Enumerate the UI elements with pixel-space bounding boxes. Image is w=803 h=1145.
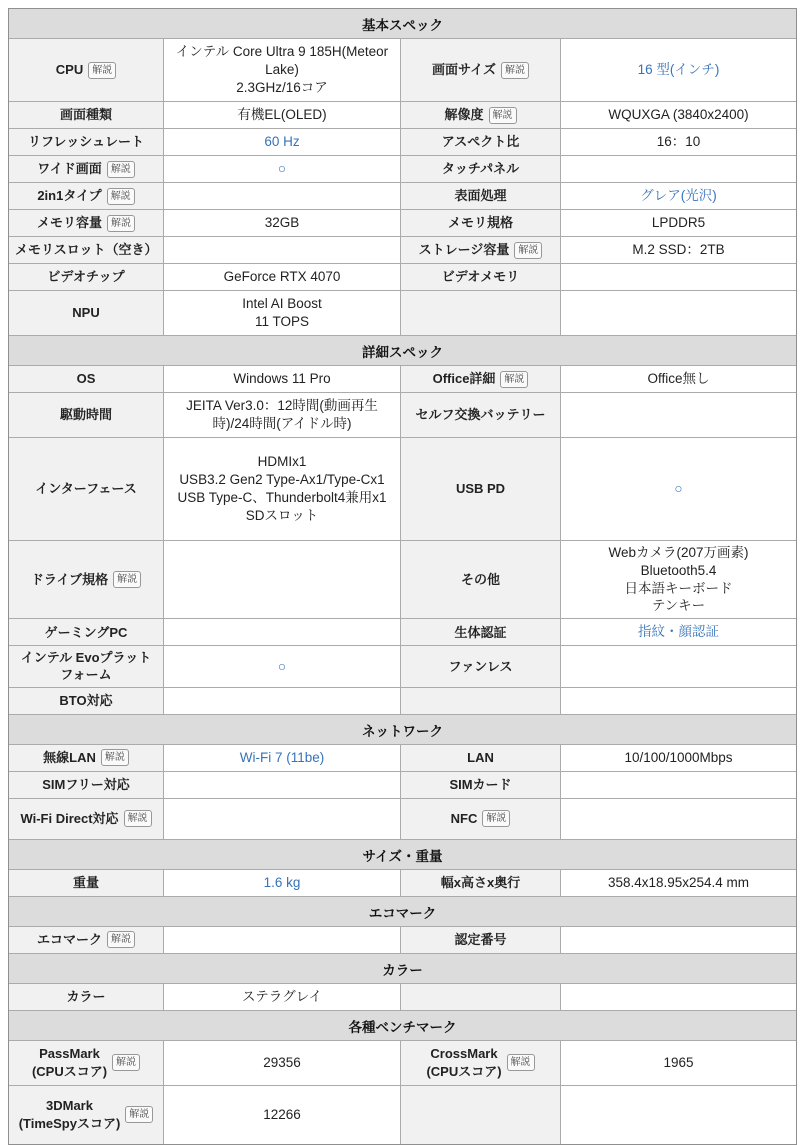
spec-value-text: LPDDR5: [651, 215, 706, 231]
spec-label-cell: [401, 291, 561, 335]
spec-row: [9, 983, 796, 1010]
spec-label-text: タッチパネル: [441, 161, 520, 177]
spec-value-cell: [561, 1086, 796, 1144]
spec-label-cell: [9, 237, 164, 263]
spec-label-cell: [401, 541, 561, 618]
spec-value-cell: [164, 1041, 401, 1085]
spec-label-cell: [401, 619, 561, 645]
kaisetsu-button[interactable]: 解説: [113, 571, 141, 588]
spec-row: [9, 1085, 796, 1144]
spec-value-text: GeForce RTX 4070: [223, 269, 341, 285]
spec-label-text: 画面種類: [59, 107, 112, 123]
spec-row: [9, 392, 796, 437]
spec-value-cell: [561, 772, 796, 798]
spec-value-cell: [561, 264, 796, 290]
spec-row: [9, 128, 796, 155]
spec-label-text: Office詳細: [432, 371, 496, 387]
spec-value-text: Windows 11 Pro: [233, 371, 331, 387]
spec-value-cell: [561, 870, 796, 896]
spec-value-link[interactable]: 指紋・顔認証: [638, 624, 719, 640]
spec-value-cell: [164, 927, 401, 953]
spec-label-text: NFC: [450, 810, 478, 826]
spec-label-cell: [9, 1041, 164, 1085]
section-header-6: [9, 1010, 796, 1040]
spec-label-text: 2in1タイプ: [37, 188, 102, 204]
spec-row: [9, 38, 796, 101]
spec-value-cell: [561, 984, 796, 1010]
spec-label-cell: [401, 393, 561, 437]
spec-label-cell: [9, 438, 164, 540]
spec-label-cell: [401, 39, 561, 101]
spec-label-text: 幅x高さx奥行: [440, 874, 521, 890]
spec-label-cell: [9, 210, 164, 236]
section-header-2: [9, 714, 796, 744]
spec-value-link[interactable]: グレア(光沢): [640, 188, 717, 204]
spec-value-text: 1965: [663, 1054, 694, 1070]
spec-value-text: Intel AI Boost 11 TOPS: [242, 296, 322, 329]
spec-row: [9, 540, 796, 618]
spec-value-cell: [561, 39, 796, 101]
spec-value-cell: [164, 772, 401, 798]
spec-label-cell: [401, 156, 561, 182]
spec-value-cell: [561, 799, 796, 839]
spec-label-cell: [9, 291, 164, 335]
section-header-1: [9, 335, 796, 365]
spec-label-text: リフレッシュレート: [27, 134, 145, 150]
spec-row: [9, 798, 796, 839]
spec-value-cell: [164, 984, 401, 1010]
kaisetsu-button[interactable]: 解説: [88, 62, 116, 79]
spec-value-text: インテル Core Ultra 9 185H(Meteor Lake) 2.3GHz/16コア: [175, 44, 389, 95]
kaisetsu-button[interactable]: 解説: [125, 1106, 153, 1123]
kaisetsu-button[interactable]: 解説: [507, 1054, 535, 1071]
section-title: 基本スペック: [362, 18, 443, 33]
spec-label-text: カラー: [66, 988, 106, 1004]
spec-label-cell: [401, 438, 561, 540]
spec-row: [9, 155, 796, 182]
spec-label-text: LAN: [467, 749, 494, 765]
spec-label-cell: [401, 772, 561, 798]
spec-value-cell: [164, 745, 401, 771]
spec-label-text: USB PD: [455, 481, 506, 497]
spec-value-cell: [164, 264, 401, 290]
kaisetsu-button[interactable]: 解説: [482, 810, 510, 827]
spec-label-cell: [9, 129, 164, 155]
spec-value-cell: [561, 237, 796, 263]
spec-label-text: メモリ容量: [36, 215, 102, 231]
spec-row: [9, 771, 796, 798]
spec-label-text: 画面サイズ: [432, 62, 496, 78]
spec-label-text: ビデオチップ: [47, 269, 125, 285]
section-title: カラー: [382, 962, 423, 978]
spec-value-text: Office無し: [647, 371, 710, 387]
spec-row: [9, 290, 796, 335]
spec-value-link[interactable]: 1.6 kg: [263, 874, 301, 890]
spec-label-text: 駆動時間: [59, 407, 112, 423]
spec-label-cell: [9, 772, 164, 798]
spec-value-cell: [561, 210, 796, 236]
spec-row: [9, 926, 796, 953]
spec-value-link[interactable]: 16 型(インチ): [637, 62, 720, 78]
spec-label-cell: [401, 129, 561, 155]
kaisetsu-button[interactable]: 解説: [107, 215, 135, 232]
spec-row: [9, 182, 796, 209]
spec-label-cell: [9, 870, 164, 896]
spec-label-cell: [401, 1041, 561, 1085]
section-title: エコマーク: [368, 905, 437, 921]
spec-label-cell: [9, 264, 164, 290]
spec-label-cell: [401, 745, 561, 771]
spec-label-text: CrossMark (CPUスコア): [426, 1046, 502, 1079]
kaisetsu-button[interactable]: 解説: [107, 161, 135, 178]
spec-label-cell: [401, 210, 561, 236]
spec-value-text: 358.4x18.95x254.4 mm: [607, 874, 750, 890]
spec-value-cell: [561, 291, 796, 335]
spec-label-text: BTO対応: [59, 692, 113, 708]
kaisetsu-button[interactable]: 解説: [107, 188, 135, 205]
spec-label-cell: [9, 619, 164, 645]
spec-value-cell: [561, 646, 796, 686]
spec-value-cell: [164, 393, 401, 437]
spec-value-cell: [561, 619, 796, 645]
spec-value-cell: [164, 541, 401, 618]
spec-label-text: OS: [76, 371, 96, 387]
spec-label-cell: [9, 688, 164, 714]
spec-row: [9, 209, 796, 236]
spec-label-text: 認定番号: [454, 931, 507, 947]
spec-value-link[interactable]: 60 Hz: [264, 134, 300, 150]
spec-label-cell: [401, 102, 561, 128]
section-header-0: [9, 9, 796, 38]
spec-value-cell: [164, 799, 401, 839]
spec-value-cell: [164, 291, 401, 335]
spec-row: [9, 437, 796, 540]
spec-label-text: 重量: [72, 874, 99, 890]
spec-label-text: 表面処理: [454, 188, 507, 204]
spec-label-cell: [401, 366, 561, 392]
spec-row: [9, 744, 796, 771]
spec-label-cell: [401, 984, 561, 1010]
spec-label-cell: [9, 745, 164, 771]
kaisetsu-button[interactable]: 解説: [500, 371, 528, 388]
spec-label-text: SIMフリー対応: [42, 776, 130, 792]
spec-value-cell: [561, 688, 796, 714]
spec-value-cell: [164, 183, 401, 209]
spec-value-cell: [164, 129, 401, 155]
kaisetsu-button[interactable]: 解説: [514, 242, 542, 259]
section-header-3: [9, 839, 796, 869]
spec-label-cell: [401, 264, 561, 290]
spec-label-cell: [401, 870, 561, 896]
spec-label-cell: [9, 541, 164, 618]
section-title: 詳細スペック: [362, 345, 443, 360]
spec-value-cell: [561, 1041, 796, 1085]
spec-label-cell: [9, 39, 164, 101]
spec-label-cell: [9, 1086, 164, 1144]
spec-value-cell: [164, 870, 401, 896]
spec-value-text: M.2 SSD：2TB: [632, 242, 725, 258]
spec-row: [9, 236, 796, 263]
spec-row: [9, 365, 796, 392]
spec-value-text: 16：10: [656, 134, 701, 150]
spec-label-cell: [401, 927, 561, 953]
section-title: 各種ベンチマーク: [348, 1019, 457, 1035]
spec-value-cell: [164, 39, 401, 101]
spec-label-cell: [401, 183, 561, 209]
spec-value-cell: [561, 102, 796, 128]
kaisetsu-button[interactable]: 解説: [101, 749, 129, 766]
spec-row: [9, 263, 796, 290]
spec-table: [8, 8, 797, 1145]
spec-label-cell: [9, 984, 164, 1010]
spec-label-cell: [401, 688, 561, 714]
spec-label-cell: [401, 237, 561, 263]
spec-value-text: HDMIx1 USB3.2 Gen2 Type-Ax1/Type-Cx1 USB Type-C、Thunderbolt4兼用x1 SDスロット: [177, 454, 387, 523]
spec-value-cell: [164, 102, 401, 128]
spec-label-cell: [9, 927, 164, 953]
spec-value-text: Webカメラ(207万画素) Bluetooth5.4 日本語キーボード テンキー: [608, 545, 749, 614]
spec-label-text: 無線LAN: [43, 749, 96, 765]
kaisetsu-button[interactable]: 解説: [112, 1054, 140, 1071]
spec-label-text: SIMカード: [449, 776, 512, 792]
spec-label-cell: [401, 646, 561, 686]
spec-label-cell: [9, 156, 164, 182]
section-header-4: [9, 896, 796, 926]
spec-label-text: メモリスロット（空き）: [15, 242, 158, 258]
spec-label-text: 解像度: [444, 107, 484, 123]
section-title: ネットワーク: [362, 723, 443, 739]
spec-label-text: セルフ交換バッテリー: [415, 407, 546, 423]
spec-label-text: ファンレス: [448, 658, 513, 674]
spec-label-text: ビデオメモリ: [441, 269, 520, 285]
spec-value-cell: [164, 619, 401, 645]
spec-value-link[interactable]: ○: [277, 658, 287, 674]
spec-value-cell: [164, 366, 401, 392]
spec-value-cell: [561, 366, 796, 392]
spec-label-cell: [401, 799, 561, 839]
spec-label-text: メモリ規格: [447, 215, 513, 231]
spec-value-text: 10/100/1000Mbps: [624, 749, 733, 765]
spec-value-cell: [561, 745, 796, 771]
spec-value-cell: [561, 183, 796, 209]
spec-label-text: PassMark (CPUスコア): [31, 1046, 108, 1079]
spec-row: [9, 869, 796, 896]
spec-label-text: その他: [460, 572, 500, 588]
spec-label-text: 生体認証: [454, 624, 507, 640]
spec-value-cell: [164, 156, 401, 182]
spec-row: [9, 645, 796, 686]
spec-value-text: 12266: [263, 1106, 301, 1122]
spec-label-text: アスペクト比: [441, 134, 520, 150]
spec-value-link[interactable]: ○: [277, 161, 287, 177]
spec-value-text: 有機EL(OLED): [237, 107, 327, 123]
spec-label-cell: [9, 366, 164, 392]
spec-value-cell: [164, 237, 401, 263]
section-header-5: [9, 953, 796, 983]
spec-label-cell: [9, 799, 164, 839]
spec-value-cell: [164, 1086, 401, 1144]
spec-label-text: ドライブ規格: [30, 572, 109, 588]
spec-label-cell: [401, 1086, 561, 1144]
spec-row: [9, 687, 796, 714]
spec-label-text: NPU: [72, 305, 100, 321]
spec-value-cell: [164, 210, 401, 236]
spec-label-text: Wi-Fi Direct対応: [20, 810, 119, 826]
kaisetsu-button[interactable]: 解説: [489, 107, 517, 124]
spec-label-text: ストレージ容量: [418, 242, 510, 258]
spec-value-text: JEITA Ver3.0：12時間(動画再生時)/24時間(アイドル時): [186, 398, 378, 431]
spec-value-text: 32GB: [264, 215, 300, 231]
spec-value-text: WQUXGA (3840x2400): [608, 107, 749, 123]
kaisetsu-button[interactable]: 解説: [124, 810, 152, 827]
spec-label-text: インテル Evoプラットフォーム: [20, 650, 152, 683]
spec-label-text: エコマーク: [36, 931, 102, 947]
spec-label-cell: [9, 646, 164, 686]
spec-label-text: ゲーミングPC: [44, 624, 128, 640]
spec-label-cell: [9, 393, 164, 437]
spec-value-cell: [164, 646, 401, 686]
kaisetsu-button[interactable]: 解説: [107, 931, 135, 948]
spec-value-link[interactable]: Wi-Fi 7 (11be): [239, 749, 325, 765]
spec-value-cell: [561, 393, 796, 437]
spec-value-cell: [561, 438, 796, 540]
spec-value-link[interactable]: ○: [674, 481, 683, 497]
spec-label-text: インターフェース: [35, 481, 137, 497]
spec-label-text: 3DMark (TimeSpyスコア): [18, 1098, 121, 1131]
spec-value-cell: [561, 541, 796, 618]
spec-label-cell: [9, 102, 164, 128]
spec-value-text: 29356: [263, 1054, 301, 1070]
spec-value-cell: [164, 438, 401, 540]
section-title: サイズ・重量: [362, 848, 443, 864]
spec-value-cell: [561, 927, 796, 953]
spec-row: [9, 618, 796, 645]
kaisetsu-button[interactable]: 解説: [501, 62, 529, 79]
spec-row: [9, 1040, 796, 1085]
spec-value-cell: [561, 156, 796, 182]
spec-value-text: ステラグレイ: [241, 988, 323, 1004]
spec-value-cell: [561, 129, 796, 155]
spec-label-text: ワイド画面: [37, 161, 102, 177]
spec-value-cell: [164, 688, 401, 714]
spec-label-text: CPU: [55, 62, 84, 78]
spec-label-cell: [9, 183, 164, 209]
spec-row: [9, 101, 796, 128]
